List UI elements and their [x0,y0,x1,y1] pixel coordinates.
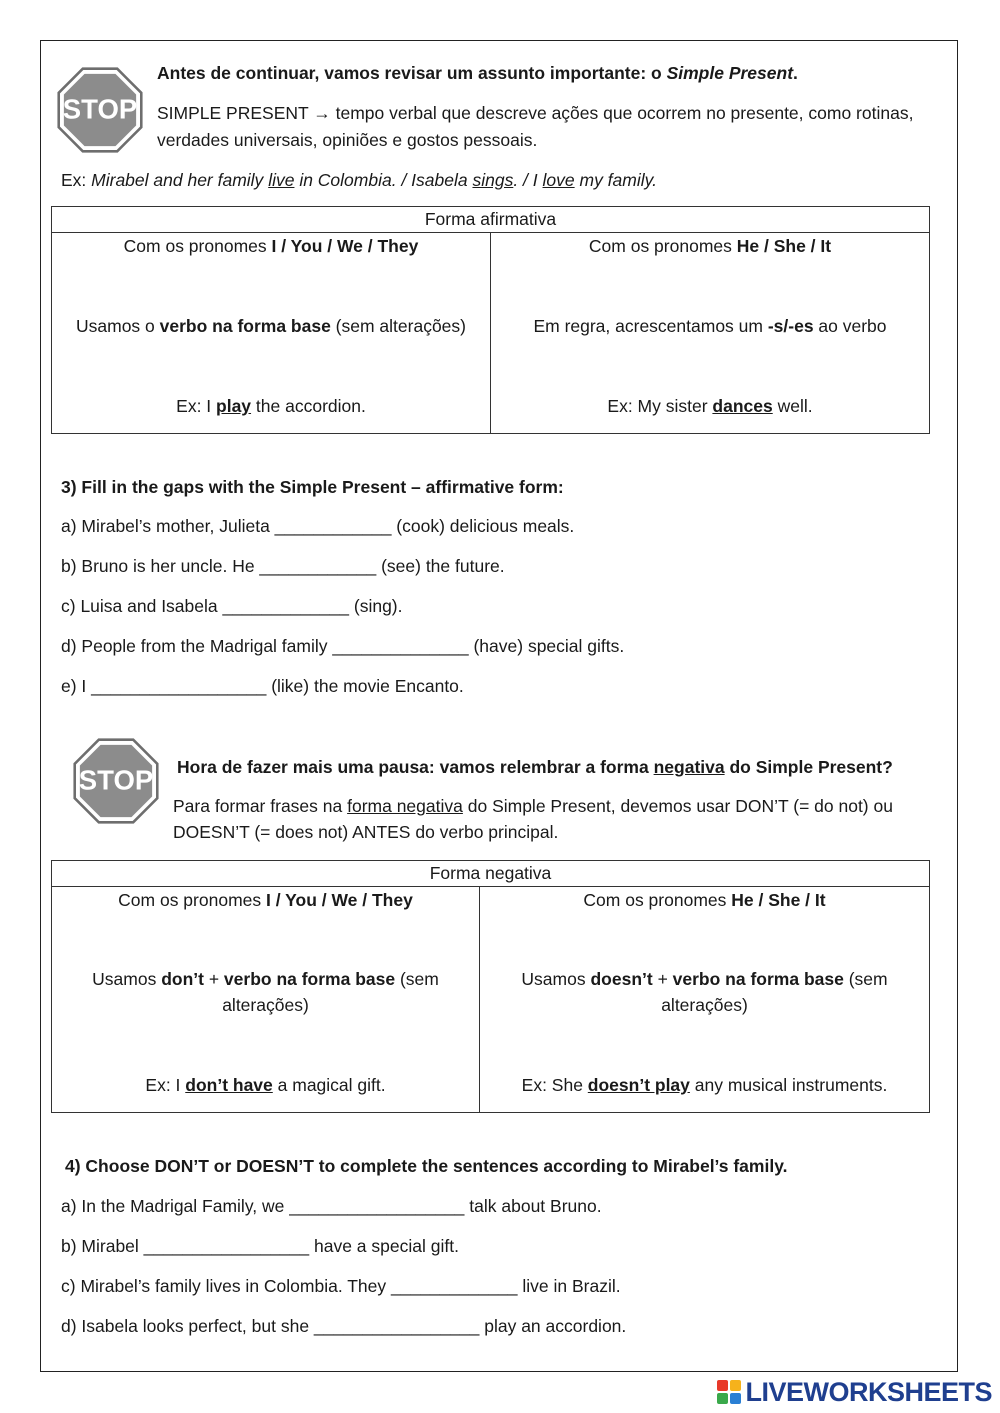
affirmative-right-pronouns [491,233,929,259]
exercise4-item-c[interactable]: c) Mirabel’s family lives in Colombia. They _____________ live in Brazil. [61,1276,621,1296]
affirmative-left-rule [52,313,490,339]
rule-pre: Usamos [521,969,591,989]
stop-sign-icon [57,67,143,153]
negative-table [51,860,930,1113]
exercise4-item-d[interactable]: d) Isabela looks perfect, but she _________________ play an accordion. [61,1316,627,1336]
rule-plus: + [203,969,224,989]
pronouns-label: Com os pronomes [583,890,732,910]
rule-bold-base: verbo na forma base [223,969,396,989]
affirmative-right-example [491,393,929,419]
affirmative-left-example [52,393,490,419]
exercise3-item-d[interactable]: d) People from the Madrigal family ______________ (have) special gifts. [61,636,625,656]
ex-post: a magical gift. [272,1075,386,1095]
example-part-1: Mirabel and her family [91,170,269,190]
stop-sign-label: STOP [62,93,138,125]
section1-example [61,167,657,193]
affirmative-left-pronouns [52,233,490,259]
negative-left-pronouns [52,887,479,913]
rule-pre: Usamos [92,969,162,989]
ex-verb: play [216,396,252,416]
negative-left-cell [52,887,480,1113]
ex-pre: Ex: My sister [607,396,713,416]
affirmative-right-cell [491,233,930,434]
example-verb-live: live [268,170,295,190]
exercise4-item-a[interactable]: a) In the Madrigal Family, we __________________ talk about Bruno. [61,1196,602,1216]
rule-bold-doesnt: doesn’t [590,969,653,989]
section2-heading-text: Hora de fazer mais uma pausa: vamos relembrar a forma [177,757,654,777]
rule-post: ao verbo [813,316,887,336]
liveworksheets-logo[interactable] [717,1377,992,1407]
affirmative-right-rule [491,313,929,339]
section2-heading [177,754,893,780]
pronouns-bold: He / She / It [736,236,832,256]
ex-post: any musical instruments. [689,1075,888,1095]
section2-line-2: DOESN’T (= does not) ANTES do verbo principal. [173,822,559,842]
pronouns-label: Com os pronomes [123,236,272,256]
section1-heading-em: Simple Present [666,63,794,83]
negative-left-rule-line2: alterações) [222,995,309,1015]
exercise4-title [65,1153,788,1179]
ex-verb: doesn’t play [587,1075,690,1095]
definition-line-2: verdades universais, opiniões e gostos pessoais. [157,130,538,150]
pronouns-bold: I / You / We / They [266,890,413,910]
negative-right-rule [480,966,929,992]
exercise3-item-a[interactable]: a) Mirabel’s mother, Julieta ____________ (cook) delicious meals. [61,516,575,536]
negative-right-example [480,1072,929,1098]
section2-heading-end: do Simple Present? [724,757,893,777]
logo-text: LIVEWORKSHEETS [745,1376,992,1407]
negative-right-rule-line2: alterações) [661,995,748,1015]
section2-line-1 [173,793,893,819]
line1-pre: Para formar frases na [173,796,348,816]
section1-heading [157,60,798,86]
section1-heading-text: Antes de continuar, vamos revisar um assunto importante: o [157,63,667,83]
pronouns-bold: I / You / We / They [271,236,419,256]
rule-post: (sem [395,969,439,989]
rule-bold: verbo na forma base [159,316,331,336]
affirmative-left-cell [52,233,491,434]
negative-table-title: Forma negativa [52,861,930,887]
ex-verb: don’t have [185,1075,273,1095]
negative-right-cell [480,887,930,1113]
exercise3-item-c[interactable]: c) Luisa and Isabela _____________ (sing). [61,596,403,616]
rule-pre: Em regra, acrescentamos um [533,316,768,336]
definition-line-1: SIMPLE PRESENT → tempo verbal que descreve ações que ocorrem no presente, como rotinas, [157,103,914,123]
exercise4-title-text: 4) Choose DON’T or DOESN’T to complete the sentences according to Mirabel’s family. [65,1156,788,1176]
pronouns-label: Com os pronomes [118,890,266,910]
rule-post: (sem [843,969,888,989]
line1-post: do Simple Present, devemos usar DON’T (= do not) ou [462,796,893,816]
ex-verb: dances [712,396,773,416]
line1-underlined: forma negativa [347,796,463,816]
rule-plus: + [652,969,673,989]
negative-left-example [52,1072,479,1098]
rule-bold-base: verbo na forma base [672,969,844,989]
example-part-4: my family. [574,170,657,190]
ex-post: well. [772,396,813,416]
negative-right-pronouns [480,887,929,913]
stop-sign-icon [73,738,159,824]
exercise3-item-e[interactable]: e) I __________________ (like) the movie Encanto. [61,676,464,696]
exercise3-title-text: 3) Fill in the gaps with the Simple Present – affirmative form: [61,477,564,497]
example-prefix: Ex: [61,170,92,190]
ex-post: the accordion. [251,396,366,416]
ex-pre: Ex: I [145,1075,186,1095]
rule-pre: Usamos o [76,316,160,336]
ex-pre: Ex: I [176,396,217,416]
example-part-3: . / I [513,170,543,190]
affirmative-table-title: Forma afirmativa [52,207,930,233]
example-verb-love: love [542,170,575,190]
example-verb-sings: sings [472,170,514,190]
section2-heading-underlined: negativa [653,757,725,777]
exercise4-item-b[interactable]: b) Mirabel _________________ have a special gift. [61,1236,459,1256]
affirmative-table [51,206,930,434]
stop-sign-label: STOP [78,764,154,796]
section1-heading-end: . [793,63,798,83]
exercise3-item-b[interactable]: b) Bruno is her uncle. He ____________ (see) the future. [61,556,505,576]
pronouns-label: Com os pronomes [588,236,737,256]
ex-pre: Ex: She [521,1075,588,1095]
rule-bold-dont: don’t [161,969,204,989]
pronouns-bold: He / She / It [731,890,826,910]
negative-left-rule [52,966,479,992]
rule-post: (sem alterações) [330,316,466,336]
rule-bold: -s/-es [767,316,814,336]
exercise3-title [61,474,564,500]
example-part-2: in Colombia. / Isabela [294,170,473,190]
logo-blocks-icon [717,1380,741,1404]
